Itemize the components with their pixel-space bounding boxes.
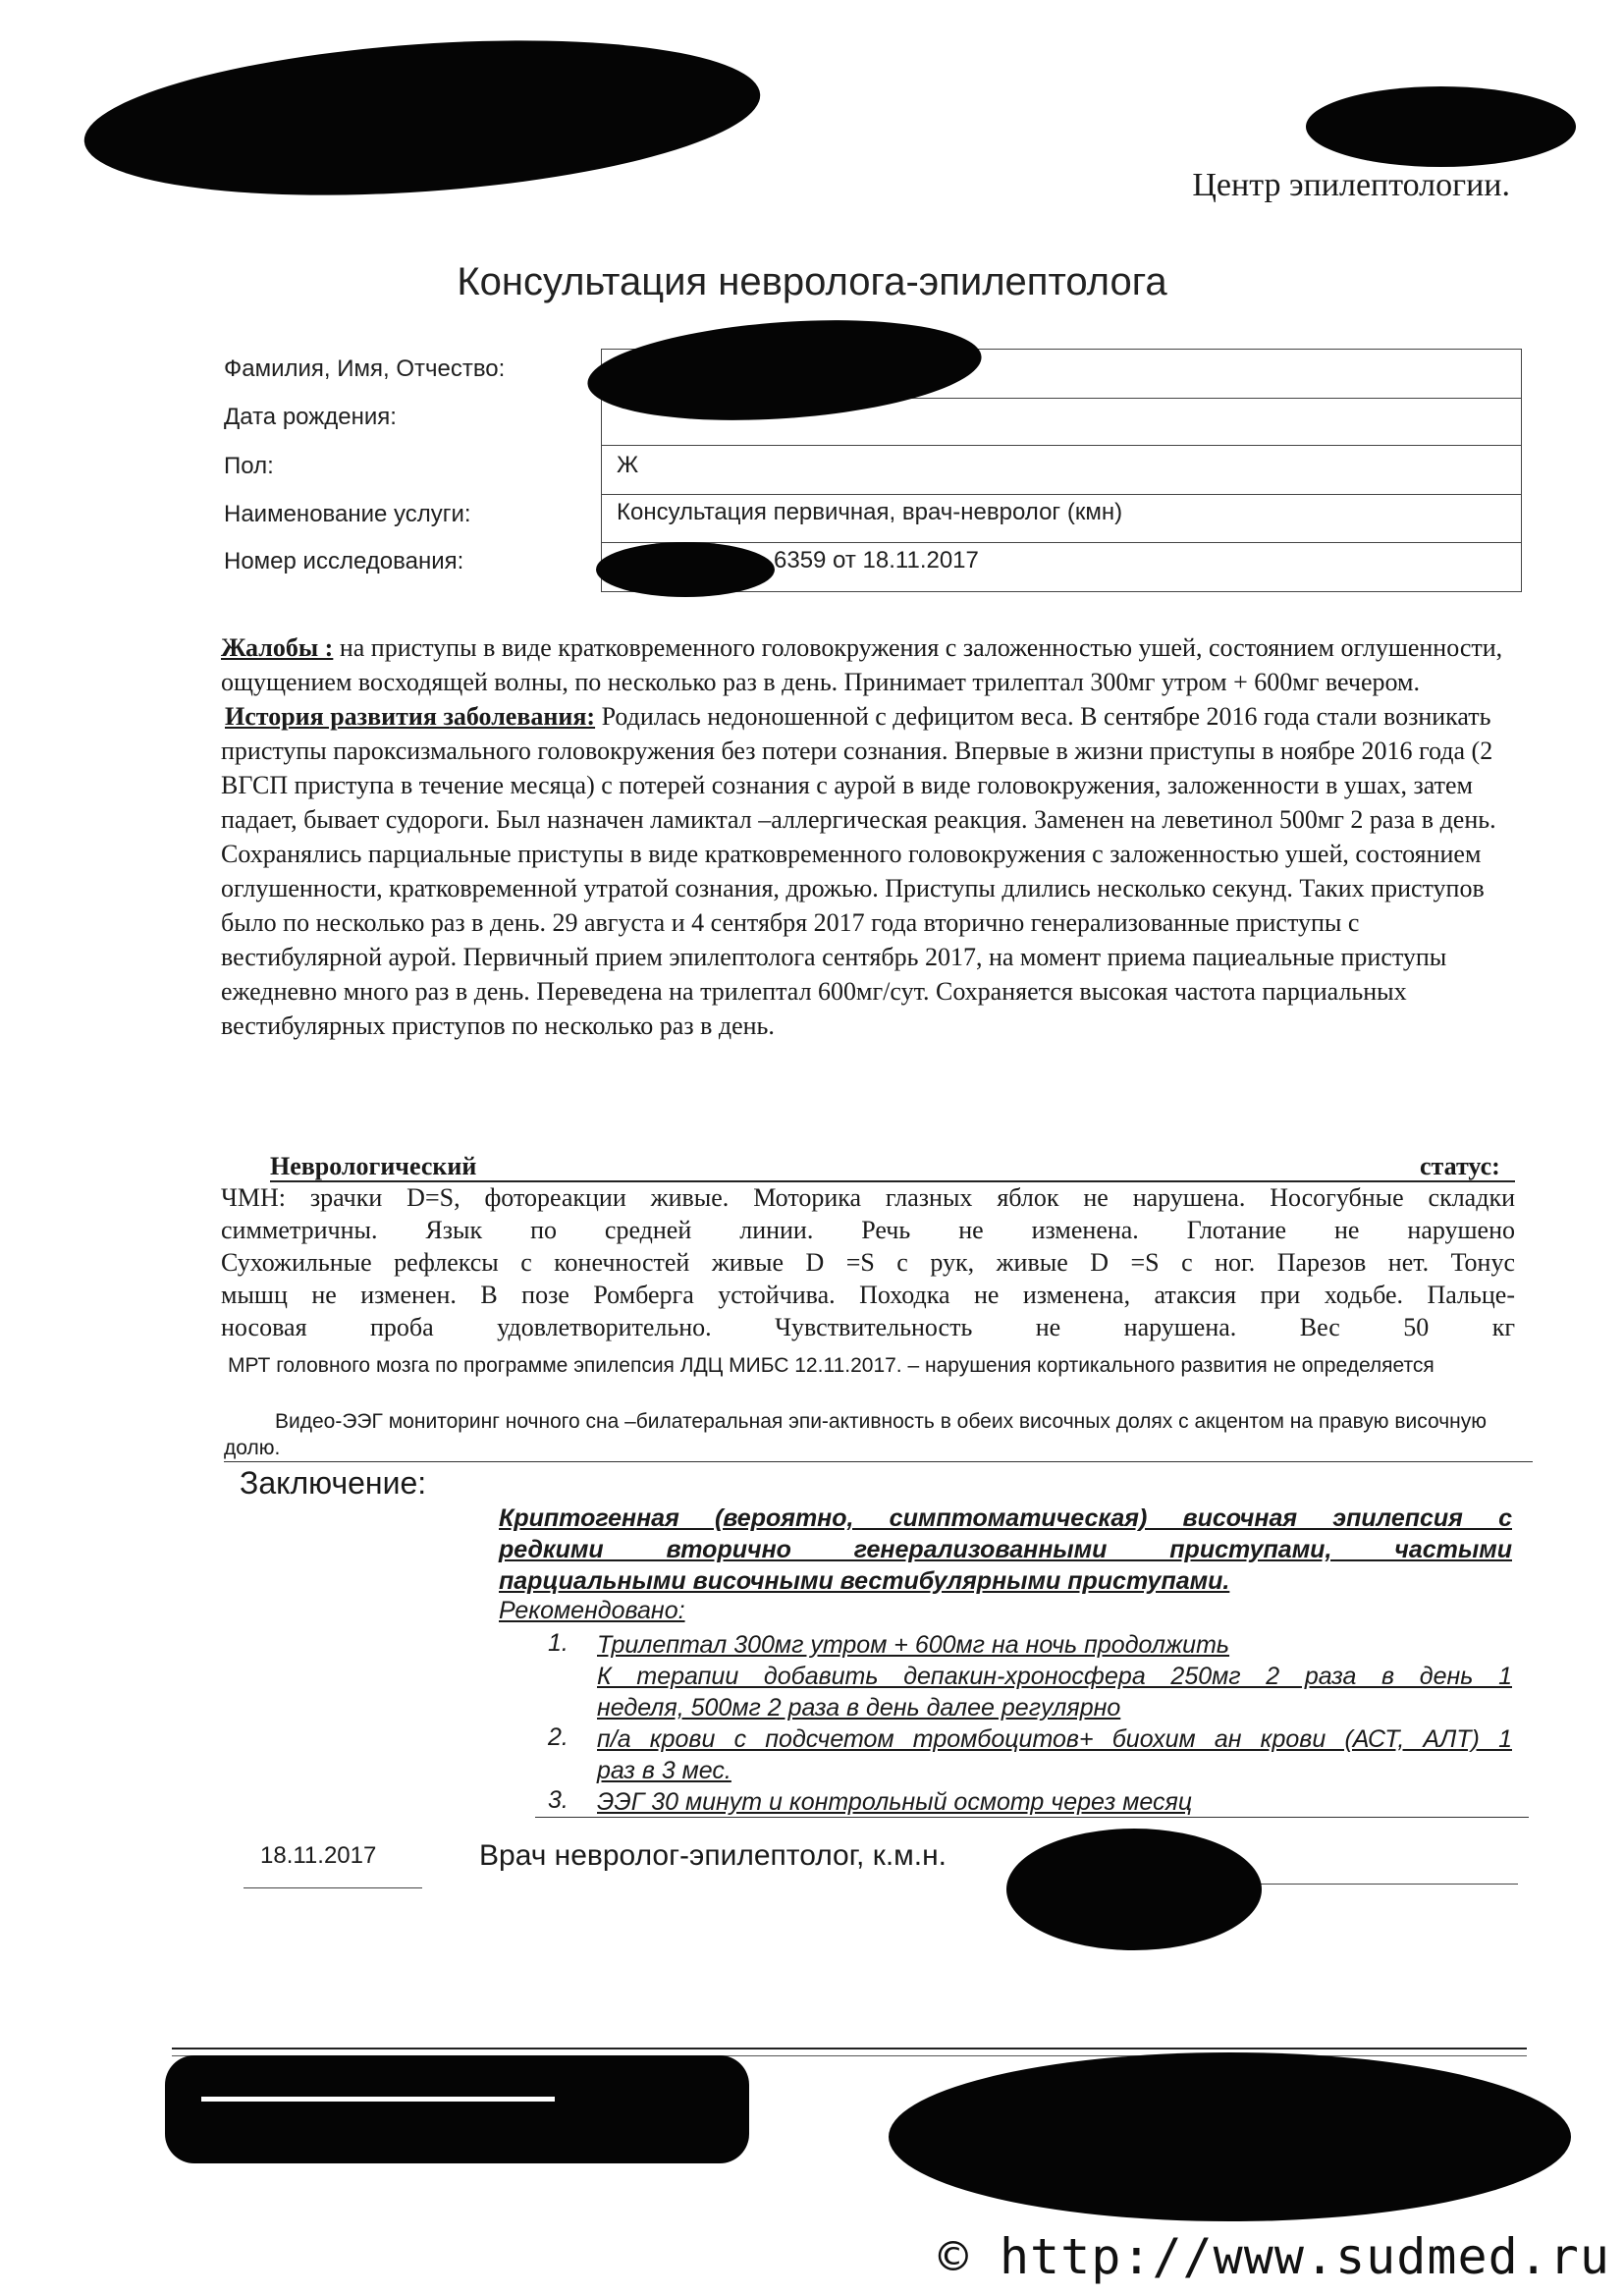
diagnosis	[499, 1503, 1512, 1597]
recommendation-number: 1.	[548, 1629, 568, 1657]
recommendation-number: 3.	[548, 1786, 568, 1814]
complaints-heading: Жалобы :	[221, 633, 334, 662]
redaction-mark	[80, 21, 766, 215]
recommendation-line: раз в 3 мес.	[597, 1757, 731, 1784]
footer-mark	[201, 2097, 555, 2102]
recommendation-line: К терапии добавить депакин-хроносфера 250мг 2 раза в день 1	[597, 1663, 1512, 1690]
field-label: Номер исследования:	[224, 548, 464, 574]
neuro-status-heading-right: статус:	[1420, 1152, 1500, 1180]
recommendation-item	[597, 1786, 1512, 1818]
recommendation-item	[597, 1723, 1512, 1786]
neuro-status-text	[221, 1181, 1515, 1343]
redaction-mark	[1306, 86, 1576, 167]
center-name: Центр эпилептологии.	[1192, 167, 1510, 203]
field-label: Дата рождения:	[224, 404, 397, 430]
mri-result: МРТ головного мозга по программе эпилепсия ЛДЦ МИБС 12.11.2017. – нарушения кортикального развития не определяется	[228, 1354, 1435, 1377]
study-number-value: 6359 от 18.11.2017	[774, 547, 979, 574]
recommendation-line: п/а крови с подсчетом тромбоцитов+ биохим ан крови (АСТ, АЛТ) 1	[597, 1725, 1512, 1753]
neuro-status-heading: Неврологический	[270, 1152, 477, 1180]
history-text: Родилась недоношенной с дефицитом веса. В сентябре 2016 года стали возникать приступы пароксизмального головокружения без потери сознания. Впервые в жизни приступы в ноябре 2016 года (2 ВГСП приступа в течение месяца) с потерей сознания с аурой в виде головокружения, заложенности в ушах, затем падает, бывает судороги. Был назначен ламиктал –аллергическая реакция. Заменен на леветинол 500мг 2 раза в день. Сохранялись парциальные приступы в виде кратковременного головокружения с заложенностью ушей, состоянием оглушенности, кратковременной утратой сознания, дрожью. Приступы длились несколько секунд. Таких приступов было по несколько раз в день. 29 августа и 4 сентября 2017 года вторично генерализованные приступы с вестибулярной аурой. Первичный прием эпилептолога сентябрь 2017, на момент приема пациеальные приступы ежедневно много раз в день. Переведена на трилептал 600мг/сут. Сохраняется высокая частота парциальных вестибулярных приступов по несколько раз в день.	[221, 702, 1496, 1040]
complaints-text: на приступы в виде кратковременного головокружения с заложенностью ушей, состоянием оглушенности, ощущением восходящей волны, по несколько раз в день. Принимает трилептал 300мг утром + 600мг вечером.	[221, 633, 1503, 696]
field-label: Пол:	[224, 453, 274, 479]
neuro-line: симметричны. Язык по средней линии. Речь не изменена. Глотание не нарушено	[221, 1216, 1515, 1244]
recommended-label: Рекомендовано:	[499, 1597, 685, 1624]
redaction-mark	[1006, 1829, 1262, 1950]
recommendation-line: Трилептал 300мг утром + 600мг на ночь продолжить	[597, 1631, 1230, 1659]
diagnosis-line: редкими вторично генерализованными приступами, частыми	[499, 1536, 1512, 1563]
signature-date: 18.11.2017	[260, 1842, 377, 1869]
service-value: Консультация первичная, врач-невролог (кмн)	[617, 499, 1123, 525]
diagnosis-line: Криптогенная (вероятно, симптоматическая) височная эпилепсия с	[499, 1504, 1512, 1532]
conclusion-label: Заключение:	[240, 1465, 427, 1501]
section-divider	[224, 1461, 1533, 1462]
anamnesis-section	[221, 630, 1507, 1043]
recommendation-line: неделя, 500мг 2 раза в день далее регулярно	[597, 1694, 1121, 1721]
neuro-line: Сухожильные рефлексы с конечностей живые D =S с рук, живые D =S с ног. Парезов нет. Тонус	[221, 1248, 1515, 1277]
recommendation-line: ЭЭГ 30 минут и контрольный осмотр через месяц	[597, 1788, 1193, 1816]
redaction-mark	[596, 542, 775, 597]
history-paragraph	[221, 699, 1507, 1043]
date-underline	[244, 1887, 422, 1888]
complaints-paragraph	[221, 630, 1507, 699]
redaction-mark	[889, 2052, 1571, 2221]
history-heading: История развития заболевания:	[225, 702, 596, 731]
redaction-mark	[584, 308, 985, 432]
sex-value: Ж	[617, 452, 639, 478]
footer-rule	[172, 2048, 1527, 2049]
page-title: Консультация невролога-эпилептолога	[457, 260, 1167, 303]
watermark: © http://www.sudmed.ru	[938, 2228, 1610, 2285]
diagnosis-line: парциальными височными вестибулярными приступами.	[499, 1567, 1230, 1595]
field-label: Наименование услуги:	[224, 501, 471, 527]
redaction-mark	[165, 2055, 749, 2163]
recommendation-item	[597, 1629, 1512, 1723]
field-label: Фамилия, Имя, Отчество:	[224, 355, 506, 382]
neuro-line: носовая проба удовлетворительно. Чувствительность не нарушена. Вес 50 кг	[221, 1313, 1515, 1341]
signature-doctor: Врач невролог-эпилептолог, к.м.н.	[479, 1839, 947, 1872]
recommendation-number: 2.	[548, 1723, 568, 1751]
neuro-line: мышц не изменен. В позе Ромберга устойчива. Походка не изменена, атаксия при ходьбе. Пальце-	[221, 1281, 1515, 1309]
eeg-result: Видео-ЭЭГ мониторинг ночного сна –билатеральная эпи-активность в обеих височных долях с акцентом на правую височную долю.	[224, 1410, 1487, 1459]
neuro-line: ЧМН: зрачки D=S, фотореакции живые. Моторика глазных яблок не нарушена. Носогубные складки	[221, 1183, 1515, 1212]
section-divider	[535, 1817, 1529, 1818]
